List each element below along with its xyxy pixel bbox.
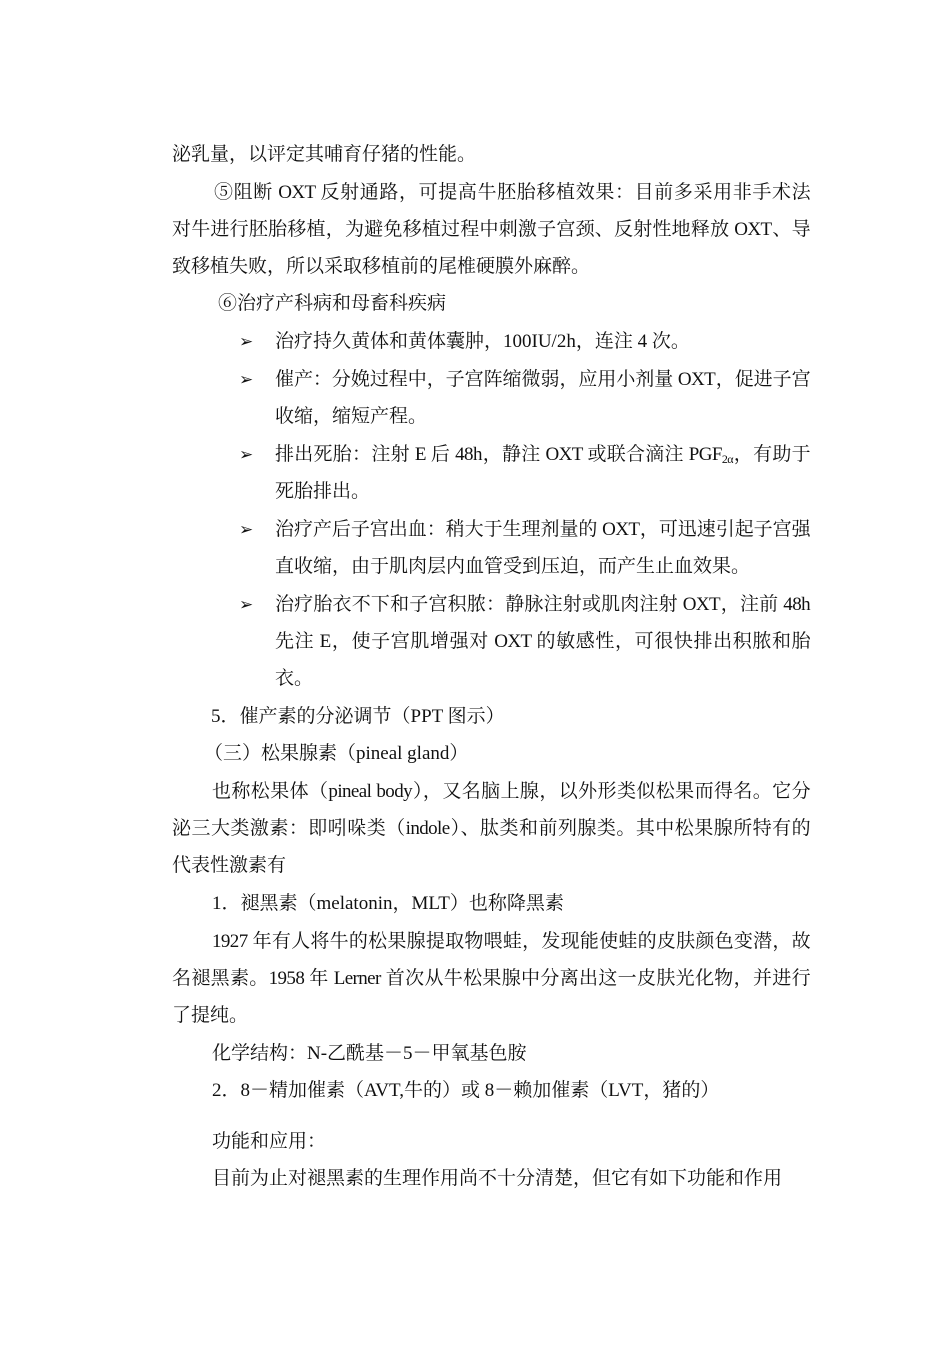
paragraph-line: 泌乳量，以评定其哺育仔猪的性能。 — [172, 144, 477, 165]
bullet-text: 排出死胎：注射 E 后 48h，静注 OXT 或联合滴注 PGF — [275, 444, 722, 465]
section-heading: （三）松果腺素（pineal gland） — [204, 743, 469, 764]
bullet-arrow-icon: ➢ — [239, 520, 254, 540]
paragraph-line: 代表性激素有 — [172, 855, 287, 876]
function-heading: 功能和应用： — [212, 1131, 327, 1152]
bullet-item-line: 先注 E，使子宫肌增强对 OXT 的敏感性，可很快排出积脓和胎 — [275, 631, 810, 652]
item5-line: ⑤阻断 OXT 反射通路，可提高牛胚胎移植效果：目前多采用非手术法 — [214, 182, 810, 203]
bullet-arrow-icon: ➢ — [239, 595, 254, 615]
chemical-structure-line: 化学结构：N-乙酰基－5－甲氧基色胺 — [212, 1043, 527, 1064]
subsection-heading: 2．8－精加催素（AVT,牛的）或 8－赖加催素（LVT，猪的） — [212, 1080, 720, 1101]
paragraph-line: 也称松果体（pineal body），又名脑上腺，以外形类似松果而得名。它分 — [212, 781, 810, 802]
bullet-item-line: 收缩，缩短产程。 — [275, 406, 428, 427]
bullet-item-line: 治疗胎衣不下和子宫积脓：静脉注射或肌肉注射 OXT，注前 48h — [275, 594, 810, 615]
bullet-item-line: 催产：分娩过程中，子宫阵缩微弱，应用小剂量 OXT，促进子宫 — [275, 369, 810, 390]
bullet-text: ，有助于 — [732, 444, 810, 465]
item5-line: 致移植失败，所以采取移植前的尾椎硬膜外麻醉。 — [172, 256, 591, 277]
item5-line: 对牛进行胚胎移植，为避免移植过程中刺激子宫颈、反射性地释放 OXT、导 — [172, 219, 810, 240]
bullet-item-line: 衣。 — [275, 668, 314, 689]
bullet-arrow-icon: ➢ — [239, 332, 254, 352]
bullet-item-line: 死胎排出。 — [275, 481, 371, 502]
item6-heading: ⑥治疗产科病和母畜科疾病 — [218, 293, 447, 314]
paragraph-line: 目前为止对褪黑素的生理作用尚不十分清楚，但它有如下功能和作用 — [212, 1168, 783, 1189]
bullet-item-line: 治疗持久黄体和黄体囊肿，100IU/2h，连注 4 次。 — [275, 331, 690, 352]
paragraph-line: 1927 年有人将牛的松果腺提取物喂蛙，发现能使蛙的皮肤颜色变潜，故 — [212, 931, 810, 952]
bullet-item-line: 治疗产后子宫出血：稍大于生理剂量的 OXT，可迅速引起子宫强 — [275, 519, 810, 540]
paragraph-line: 了提纯。 — [172, 1005, 249, 1026]
paragraph-line: 名褪黑素。1958 年 Lerner 首次从牛松果腺中分离出这一皮肤光化物，并进行 — [172, 968, 810, 989]
bullet-arrow-icon: ➢ — [239, 370, 254, 390]
paragraph-line: 泌三大类激素：即吲哚类（indole）、肽类和前列腺类。其中松果腺所特有的 — [172, 818, 810, 839]
bullet-arrow-icon: ➢ — [239, 445, 254, 465]
subscript-text: 2α — [721, 452, 733, 466]
subsection-heading: 1．褪黑素（melatonin，MLT）也称降黑素 — [212, 893, 564, 914]
bullet-item-line: 直收缩，由于肌肉层内血管受到压迫，而产生止血效果。 — [275, 556, 751, 577]
bullet-item-line — [275, 443, 810, 467]
section-heading: 5．催产素的分泌调节（PPT 图示） — [211, 706, 505, 727]
